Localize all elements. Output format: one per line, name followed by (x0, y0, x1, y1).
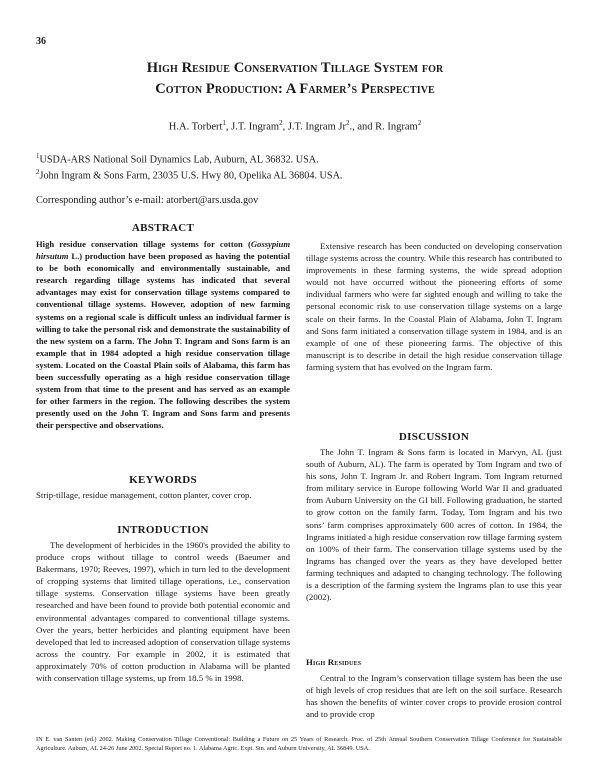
abstract-text-start: High residue conservation tillage systems for cotton ( (36, 239, 251, 249)
discussion-text: The John T. Ingram & Sons farm is located in Marvyn, AL (just south of Auburn, AL). The farm is operated by Tom Ingram and two of his sons, John T. Ingram Jr. and Robert Ingram. Tom Ingram returned from military service in Europe following World War II and graduated from Auburn University on the GI bill. Following graduation, he started to grow cotton on the family farm. Today, Tom Ingram and his two sons’ farm comprises approximately 600 acres of cotton. In 1984, the Ingrams initiated a high residue conservation row tillage farming system on 100% of their farm. The conservation tillage systems used by the Ingrams has changed over the years as they have developed better farming techniques and adapted to changing technology. The following is a description of the farming system the Ingrams plan to use this year (2002). (306, 447, 562, 603)
high-residues-heading: High Residues (306, 657, 362, 667)
introduction-heading: INTRODUCTION (117, 524, 209, 536)
author-list (60, 119, 530, 133)
abstract-heading: ABSTRACT (131, 222, 195, 234)
author-affil-mark: 1 (222, 119, 226, 127)
footnote: IN E. van Santen (ed.) 2002. Making Conservation Tillage Conventional: Building a Future on 25 Years of Research. Proc. of 25th Annual Southern Conservation Tillage Conference for Sustainable Agriculture. Auburn, AL 24-26 June 2002. Special Report no. 1. Alabama Agric. Expt. Stn. and Auburn University, AL 36849. USA. (36, 736, 562, 752)
affiliation-2 (36, 168, 342, 181)
introduction-text: The development of herbicides in the 1960's provided the ability to produce crops without tillage to control weeds (Baeumer and Bakermans, 1970; Reeves, 1997), which in turn led to the development of cropping systems that limited tillage operations, i.e., conservation tillage systems. Conservation tillage systems have been greatly researched and have been found to provide both potential economic and environmental advantages compared to conventional tillage systems. Over the years, better herbicides and planting equipment have been developed that led to increased adoption of conservation tillage systems across the country. For example in 2002, it is estimated that approximately 70% of cotton production in Alabama will be planted with conservation tillage systems, up from 18.5 % in 1998. (36, 540, 290, 684)
discussion-section (306, 431, 562, 603)
author-name: J.T. Ingram Jr (287, 121, 346, 133)
affiliation-1 (36, 152, 319, 165)
author-affil-mark: 2 (345, 119, 350, 127)
abstract-text (36, 238, 290, 432)
author-name: R. Ingram (375, 121, 418, 133)
high-residues-section (306, 657, 562, 720)
author-separator: , (225, 121, 232, 133)
right-intro-paragraph (306, 240, 562, 373)
affiliation-mark: 1 (36, 152, 40, 160)
author-separator: , (282, 121, 288, 133)
title-line-2: Cotton Production: A Farmer’s Perspective (155, 81, 435, 97)
abstract-section (36, 222, 290, 432)
species-name: Gossypium hirsutum (36, 239, 290, 262)
keywords-heading: KEYWORDS (129, 474, 197, 486)
keywords-section (36, 474, 290, 501)
intro-continued-text: Extensive research has been conducted on developing conservation tillage systems across the country. While this research has contributed to improvements in these farming systems, the wide spread adoption would not have occurred without the pioneering efforts of some individual farmers who were far sighted enough and willing to take the personal economic risk to use conservation tillage systems on a large scale on their farms. In the Coastal Plain of Alabama, John T. Ingram and Sons farm initiated a conservation tillage system in 1984, and is an example of one of these pioneering farms. The objective of this manuscript is to describe in detail the high residue conservation tillage farming system that has evolved on the Ingram farm. (306, 241, 562, 372)
affiliation-mark: 2 (36, 168, 40, 176)
author-name: J.T. Ingram (231, 121, 280, 133)
introduction-section (36, 524, 290, 684)
affiliation-text: USDA-ARS National Soil Dynamics Lab, Auburn, AL 36832. USA. (39, 154, 319, 166)
abstract-text-rest: L.) production have been proposed as having the potential to be both economically and environmentally sustainable, and research regarding tillage systems has indicated that several advantages may exist for conservation tillage systems compared to conventional tillage systems. However, adoption of new farming systems on a regional scale is difficult unless an individual farmer is willing to take the personal risk and demonstrate the sustainability of the new system on a farm. The John T. Ingram and Sons farm is an example that in 1984 adopted a high residue conservation tillage system. Located on the Coastal Plain soils of Alabama, this farm has been successfully operating as a high residue conservation tillage system from that time to the present and has served as an example for other farmers in the region. The following describes the system presently used on the John T. Ingram and Sons farm and presents their perspective and observations. (36, 251, 291, 431)
author-name: H.A. Torbert (168, 121, 223, 133)
author-separator: ., and (349, 121, 376, 133)
discussion-heading: DISCUSSION (398, 431, 470, 443)
author-affil-mark: 2 (279, 119, 283, 127)
corresponding-author: Corresponding author’s e-mail: atorbert@ars.usda.gov (36, 195, 259, 206)
keywords-text: Strip-tillage, residue management, cotton planter, cover crop. (36, 490, 252, 500)
page-number: 36 (36, 36, 46, 47)
paper-title (60, 58, 530, 100)
high-residues-text: Central to the Ingram’s conservation tillage system has been the use of high levels of crop residues that are left on the soil surface. Research has shown the benefits of winter cover crops to provide erosion control and to provide crop (306, 673, 562, 720)
title-line-1: High Residue Conservation Tillage System for (146, 60, 444, 76)
author-affil-mark: 2 (417, 119, 422, 127)
affiliation-text: John Ingram & Sons Farm, 23035 U.S. Hwy 80, Opelika AL 36804. USA. (39, 170, 343, 182)
